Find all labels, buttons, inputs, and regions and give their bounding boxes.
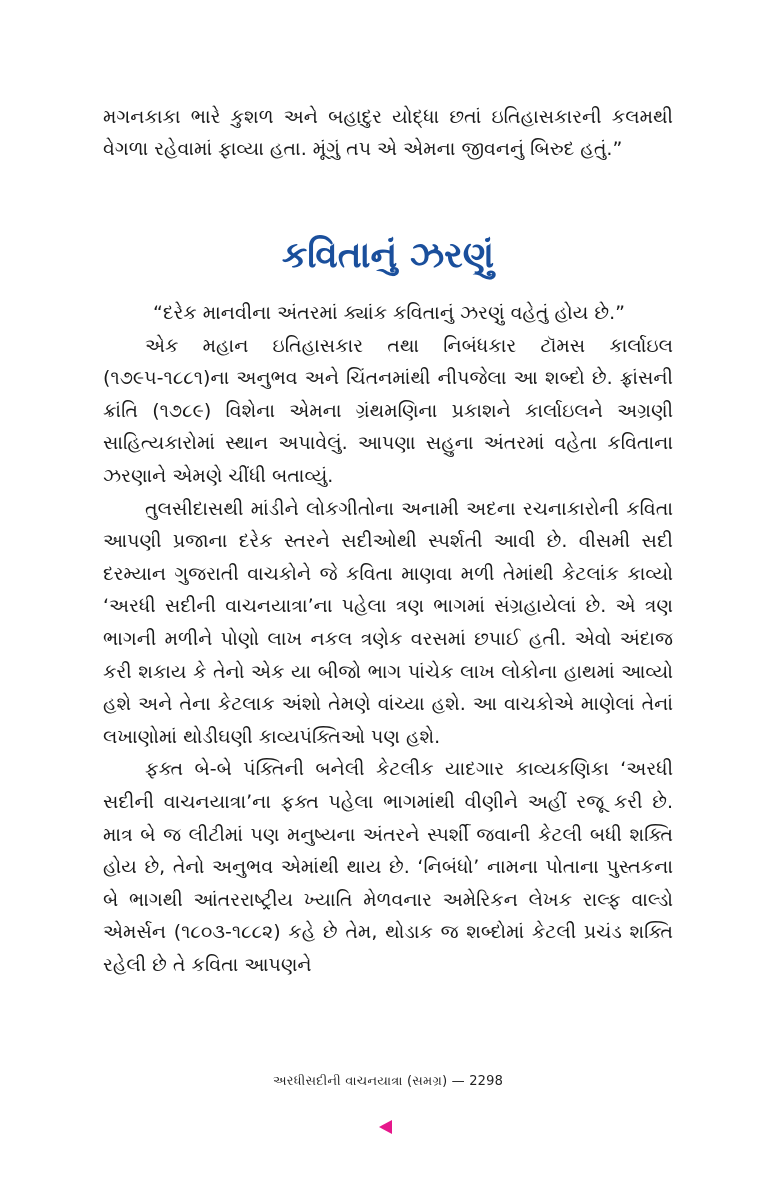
page-footer: અરધીસદીની વાચનયાત્રા (સમગ્ર) — 2298 [272,1074,504,1089]
body-text [103,297,673,981]
paragraph: એક મહાન ઇતિહાસકાર તથા નિબંધકાર ટૉમસ કાર્લાઇલ (૧૭૯૫-૧૮૮૧)ના અનુભવ અને ચિંતનમાંથી નીપજેલા આ શબ્દો છે. ફ્રાંસની ક્રાંતિ (૧૭૮૯) વિશેના એમના ગ્રંથમણિના પ્રકાશને કાર્લાઇલને અગ્રણી સાહિત્યકારોમાં સ્થાન અપાવેલું. આપણા સહુના અંતરમાં વહેતા કવિતાના ઝરણાને એમણે ચીંધી બતાવ્યું. [103,334,673,487]
paragraph: ફક્ત બે-બે પંક્તિની બનેલી કેટલીક યાદગાર કાવ્યકણિકા ‘અરધી સદીની વાચનયાત્રા’ના ફક્ત પહેલા ભાગમાંથી વીણીને અહીં રજૂ કરી છે. માત્ર બે જ લીટીમાં પણ મનુષ્યના અંતરને સ્પર્શી જવાની કેટલી બધી શક્તિ હોય છે, તેનો અનુભવ એમાંથી થાય છે. ‘નિબંધો’ નામના પોતાના પુસ્તકના બે ભાગથી આંતરરાષ્ટ્રીય ખ્યાતિ મેળવનાર અમેરિકન લેખક રાલ્ફ વાલ્ડો એમર્સન (૧૮૦૩-૧૮૮૨) કહે છે તેમ, થોડાક જ શબ્દોમાં કેટલી પ્રચંડ શક્તિ રહેલી છે તે કવિતા આપણને [103,758,673,976]
section-heading: કવિતાનું ઝરણું [281,235,495,276]
intro-paragraph: મગનકાકા ભારે કુશળ અને બહાદુર યોદ્ધા છતાં ઇતિહાસકારની કલમથી વેગળા રહેવામાં ફાવ્યા હતા. મૂંગું તપ એ એમના જીવનનું બિરુદ હતું.” [103,106,673,160]
triangle-left-icon[interactable] [379,1120,392,1134]
paragraph: તુલસીદાસથી માંડીને લોકગીતોના અનામી અદના રચનાકારોની કવિતા આપણી પ્રજાના દરેક સ્તરને સદીઓથી સ્પર્શતી આવી છે. વીસમી સદી દરમ્યાન ગુજરાતી વાચકોને જે કવિતા માણવા મળી તેમાંથી કેટલાંક કાવ્યો ‘અરધી સદીની વાચનયાત્રા’ના પહેલા ત્રણ ભાગમાં સંગ્રહાયેલાં છે. એ ત્રણ ભાગની મળીને પોણો લાખ નકલ ત્રણેક વરસમાં છપાઈ હતી. એવો અંદાજ કરી શકાય કે તેનો એક યા બીજો ભાગ પાંચેક લાખ લોકોના હાથમાં આવ્યો હશે અને તેના કેટલાક અંશો તેમણે વાંચ્યા હશે. આ વાચકોએ માણેલાં તેનાં લખાણોમાં થોડીઘણી કાવ્યપંક્તિઓ પણ હશે. [103,497,673,748]
epigraph-quote: “દરેક માનવીના અંતરમાં ક્યાંક કવિતાનું ઝરણું વહેતું હોય છે.” [153,302,625,324]
